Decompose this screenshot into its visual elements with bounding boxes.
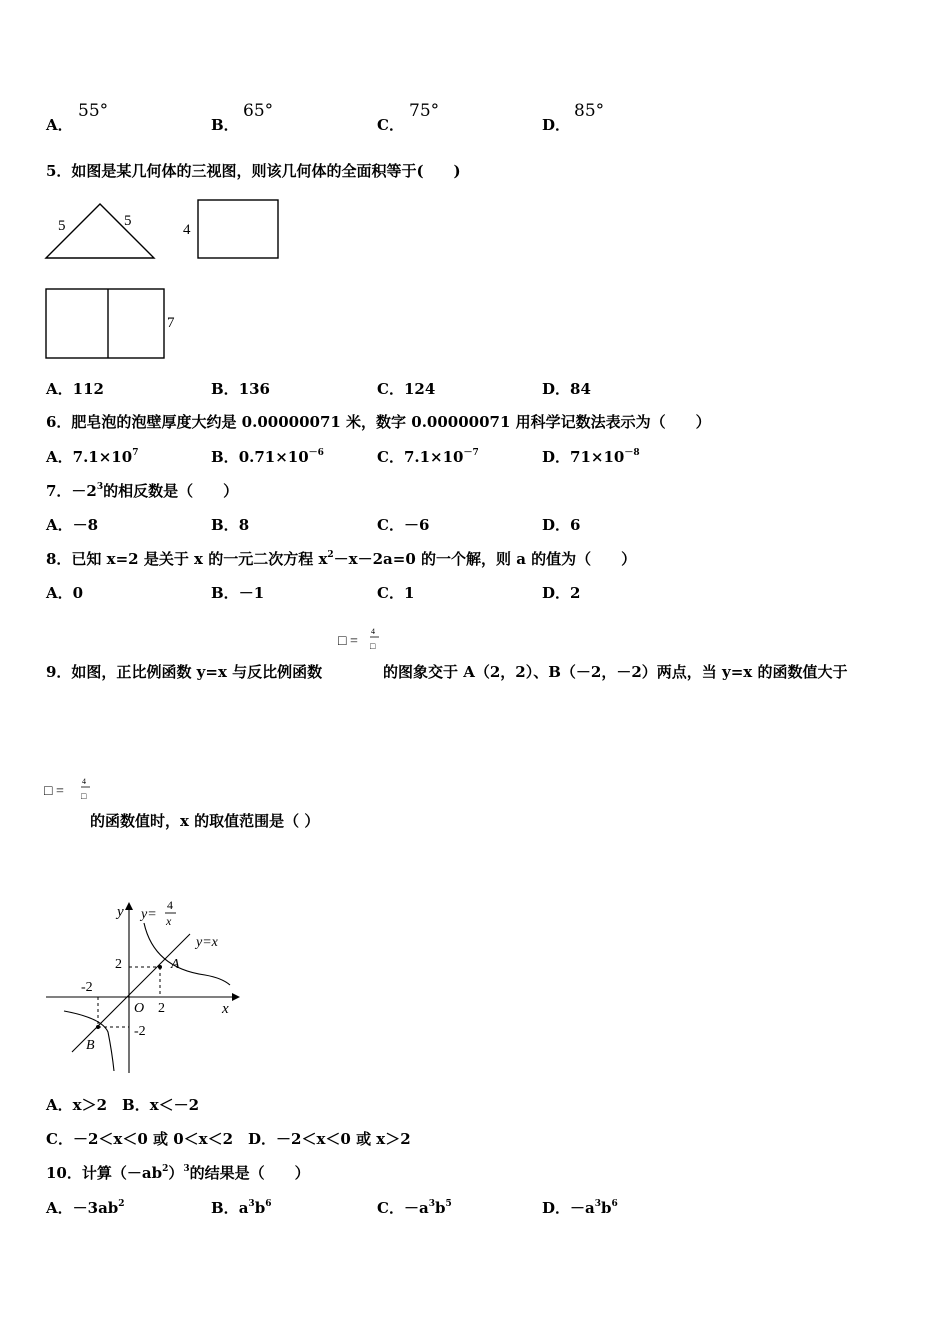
q5-side-view-rect: [198, 200, 278, 258]
q8-option-d-label: D．: [542, 584, 571, 602]
origin-label: O: [134, 1001, 145, 1016]
q6-option-d-label: D．: [542, 448, 571, 466]
q5-side-left-label: 5: [58, 218, 66, 234]
q8-stem-prefix: 8．已知 x=2 是关于 x 的一元二次方程 x: [46, 550, 328, 568]
q7-option-a: [46, 518, 98, 533]
q10-stem-prefix: 10．计算（－ab: [46, 1164, 163, 1182]
q10-option-c-exp-a: 3: [428, 1199, 435, 1209]
q10-option-b-base-a: a: [238, 1199, 249, 1217]
q9-stem-part2: 的图象交于 A（2，2）、B（－2，－2）两点，当 y=x 的函数值大于: [383, 663, 848, 681]
q9-formula-1-num: 4: [371, 627, 375, 636]
curve-label-num: 4: [167, 898, 173, 912]
tick-y-neg2-label: -2: [134, 1024, 146, 1039]
q4-option-c-label: C．: [377, 116, 404, 134]
q5-width-label: 7: [167, 315, 175, 331]
q5-option-c: [377, 382, 435, 397]
q8-option-d: [542, 586, 580, 601]
q10-option-d-label: D．: [542, 1199, 571, 1217]
q4-option-b-label: B．: [211, 116, 239, 134]
q4-option-c-value: 75°: [409, 101, 440, 121]
q9-stem-line2: 的函数值时，x 的取值范围是（ ）: [90, 812, 320, 830]
q9-function-graph: [42, 890, 242, 1075]
q5-height-label: 4: [183, 222, 191, 238]
q6-option-c: [377, 450, 479, 465]
y-axis-label: y: [117, 904, 124, 920]
q7-stem-exp: 3: [96, 482, 104, 492]
q10-option-a-base: －3ab: [72, 1199, 119, 1217]
q6-option-d-exp: －8: [624, 448, 640, 458]
q9-stem-part1: 9．如图，正比例函数 y=x 与反比例函数: [46, 663, 323, 681]
q5-option-a-value: 112: [72, 380, 104, 398]
q6-option-a-base: 7.1×10: [72, 448, 133, 466]
tick-x-neg2-label: -2: [81, 980, 93, 995]
q5-option-d: [542, 382, 591, 397]
curve-label-den: x: [166, 914, 172, 928]
q8-option-d-value: 2: [570, 584, 581, 602]
q8-option-a-label: A．: [46, 584, 73, 602]
q6-option-b-base: 0.71×10: [238, 448, 309, 466]
y-axis-arrow-icon: [125, 902, 133, 910]
q5-option-a-label: A．: [46, 380, 73, 398]
q8-stem-suffix: －x－2a=0 的一个解，则 a 的值为（ ）: [333, 550, 637, 568]
q7-option-c: [377, 518, 429, 533]
q10-option-d-base-b: b: [601, 1199, 612, 1217]
q9-formula-1-lhs: □ =: [338, 634, 358, 649]
q9-formula-1-den: □: [370, 641, 376, 651]
q7-option-d-label: D．: [542, 516, 571, 534]
q5-three-view-figure: [40, 192, 300, 367]
q10-option-a-exp: 2: [118, 1199, 125, 1209]
q6-option-a-label: A．: [46, 448, 73, 466]
q7-stem: [46, 484, 238, 499]
q9-inline-formula-2: [44, 774, 94, 806]
q7-option-d-value: 6: [570, 516, 581, 534]
q9-options-row2: C．－2＜x＜0 或 0＜x＜2 D．－2＜x＜0 或 x＞2: [46, 1130, 411, 1148]
q9-inline-formula-1: [338, 624, 388, 656]
q5-option-c-value: 124: [403, 380, 436, 398]
q5-option-d-value: 84: [570, 380, 591, 398]
point-a-dot: [158, 965, 162, 969]
point-b-label: B: [86, 1038, 95, 1053]
hyperbola-branch-q1: [144, 923, 230, 985]
q6-option-a: [46, 450, 138, 465]
point-a-label: A: [171, 957, 180, 972]
q5-option-b-value: 136: [238, 380, 270, 398]
q8-option-a: [46, 586, 83, 601]
q10-option-a-label: A．: [46, 1199, 73, 1217]
q5-top-view-rect: [46, 289, 164, 358]
q9-formula-2-num: 4: [82, 777, 86, 786]
q10-option-d-exp-b: 6: [611, 1199, 618, 1209]
q9-formula-2-lhs: □ =: [44, 784, 64, 799]
q7-stem-prefix: 7．－2: [46, 482, 97, 500]
q7-option-c-value: －6: [403, 516, 430, 534]
x-axis-label: x: [222, 1001, 229, 1017]
q6-option-c-base: 7.1×10: [403, 448, 464, 466]
q8-option-a-value: 0: [72, 584, 84, 602]
q5-option-c-label: C．: [377, 380, 404, 398]
q7-option-a-label: A．: [46, 516, 73, 534]
q7-option-b-value: 8: [238, 516, 250, 534]
q8-option-b-value: －1: [238, 584, 265, 602]
q6-option-a-exp: 7: [132, 448, 139, 458]
curve-label-prefix: y=: [141, 907, 157, 922]
q5-option-a: [46, 382, 104, 397]
q8-option-b: [211, 586, 264, 601]
q6-option-b-label: B．: [211, 448, 239, 466]
q7-option-b-label: B．: [211, 516, 239, 534]
q4-option-d-label: D．: [542, 116, 571, 134]
q5-option-b: [211, 382, 270, 397]
q10-stem: [46, 1166, 310, 1181]
q4-option-d-value: 85°: [574, 101, 605, 121]
q6-option-b-exp: －6: [308, 448, 324, 458]
q8-option-c: [377, 586, 414, 601]
q10-stem-suffix: 的结果是（ ）: [189, 1164, 310, 1182]
q7-option-c-label: C．: [377, 516, 404, 534]
line-label: y=x: [196, 935, 218, 950]
q8-option-c-value: 1: [403, 584, 415, 602]
q7-option-a-value: －8: [72, 516, 99, 534]
q10-option-d-base-a: －a: [570, 1199, 595, 1217]
q6-option-d-base: 71×10: [570, 448, 625, 466]
q7-option-d: [542, 518, 580, 533]
q8-stem: [46, 552, 636, 567]
q4-option-a-label: A．: [46, 116, 73, 134]
q5-option-b-label: B．: [211, 380, 239, 398]
q10-option-b-base-b: b: [254, 1199, 266, 1217]
q10-option-b-exp-b: 6: [265, 1199, 272, 1209]
x-axis-arrow-icon: [232, 993, 240, 1001]
q8-option-c-label: C．: [377, 584, 404, 602]
tick-x-2-label: 2: [158, 1001, 165, 1016]
q10-option-c-base-a: －a: [403, 1199, 429, 1217]
q7-stem-suffix: 的相反数是（ ）: [103, 482, 239, 500]
q6-option-c-label: C．: [377, 448, 404, 466]
q10-option-c-label: C．: [377, 1199, 404, 1217]
tick-y-2-label: 2: [115, 957, 122, 972]
q4-option-b-value: 65°: [243, 101, 274, 121]
q5-option-d-label: D．: [542, 380, 571, 398]
q8-option-b-label: B．: [211, 584, 239, 602]
q10-stem-exp-outer: 3: [183, 1164, 190, 1174]
q6-option-b: [211, 450, 324, 465]
q10-option-b: [211, 1201, 271, 1216]
q10-option-d-exp-a: 3: [594, 1199, 602, 1209]
q6-option-d: [542, 450, 640, 465]
q6-option-c-exp: －7: [463, 448, 479, 458]
q10-option-b-exp-a: 3: [248, 1199, 255, 1209]
q6-stem: 6．肥皂泡的泡壁厚度大约是 0.00000071 米，数字 0.00000071 用科学记数法表示为（ ）: [46, 413, 711, 431]
q10-stem-exp-inner: 2: [162, 1164, 169, 1174]
q5-side-right-label: 5: [124, 213, 132, 229]
q10-option-d: [542, 1201, 618, 1216]
q10-option-c-exp-b: 5: [445, 1199, 452, 1209]
point-b-dot: [96, 1025, 100, 1029]
q10-option-a: [46, 1201, 125, 1216]
q9-options-row1: A．x＞2 B．x＜－2: [46, 1096, 200, 1114]
q9-formula-2-den: □: [81, 791, 87, 801]
q10-option-b-label: B．: [211, 1199, 239, 1217]
q10-option-c-base-b: b: [434, 1199, 446, 1217]
q7-option-b: [211, 518, 249, 533]
q8-stem-exp: 2: [327, 550, 334, 560]
q5-stem: 5．如图是某几何体的三视图，则该几何体的全面积等于( ): [46, 162, 461, 180]
q10-stem-mid: ）: [168, 1164, 184, 1182]
q10-option-c: [377, 1201, 452, 1216]
q4-option-a-value: 55°: [78, 101, 109, 121]
